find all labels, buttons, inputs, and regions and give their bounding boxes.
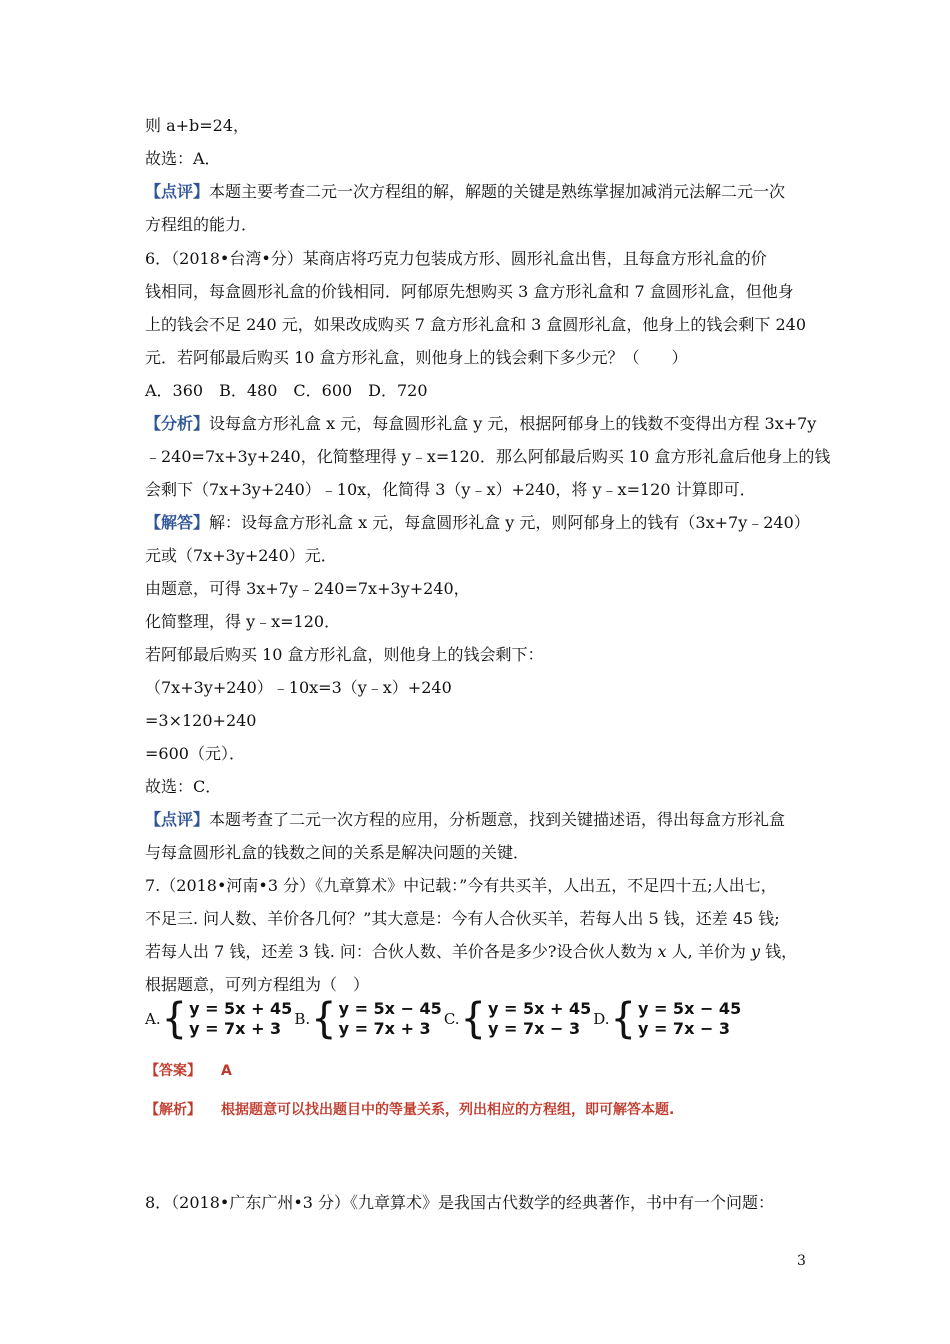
comment-tag: 【点评】 (145, 810, 210, 829)
choice-label: B. (294, 1010, 311, 1028)
text-line: 会剩下（7x+3y+240）﹣10x，化简得 3（y﹣x）+240，将 y﹣x=120 计算即可． (145, 480, 756, 499)
text-line (145, 512, 810, 534)
question-8-line: 8．（2018•广东广州•3 分）《九章算术》是我国古代数学的经典著作，书中有一个问题： (145, 1193, 775, 1212)
question-6-line: 6．（2018•台湾•分）某商店将巧克力包装成方形、圆形礼盒出售，且每盒方形礼盒的价 (145, 249, 767, 268)
analysis-text: 设每盒方形礼盒 x 元，每盒圆形礼盒 y 元，根据阿郁身上的钱数不变得出方程 3x+7y (209, 414, 817, 433)
comment-text: 本题考查了二元一次方程的应用，分析题意，找到关键描述语，得出每盒方形礼盒 (209, 810, 786, 829)
text-line: 由题意，可得 3x+7y﹣240=7x+3y+240， (145, 579, 470, 598)
equation-system (339, 999, 442, 1039)
equation: y = 7x + 3 (189, 1019, 282, 1038)
explanation-text: 根据题意可以找出题目中的等量关系，列出相应的方程组，即可解答本题. (221, 1102, 675, 1118)
choice-line: A．360 B．480 C．600 D．720 (145, 381, 428, 400)
answer-value: A (221, 1063, 232, 1079)
text-line: 元．若阿郁最后购买 10 盒方形礼盒，则他身上的钱会剩下多少元？（ ） (145, 348, 688, 367)
text-line: 与每盒圆形礼盒的钱数之间的关系是解决问题的关键． (145, 843, 530, 862)
analysis-tag: 【分析】 (145, 414, 210, 433)
equation: y = 7x − 3 (637, 1019, 731, 1038)
brace-symbol: { (610, 994, 636, 1044)
solution-tag: 【解答】 (145, 513, 210, 532)
text-segment: 若每人出 7 钱，还差 3 钱. 问：合伙人数、羊价各是多少?设合伙人数为 (145, 942, 658, 961)
choice-label: C. (443, 1010, 460, 1028)
text-line: 钱相同，每盒圆形礼盒的价钱相同．阿郁原先想购买 3 盒方形礼盒和 7 盒圆形礼盒，但他身 (145, 282, 794, 301)
question-7-line: 7.（2018•河南•3 分）《九章算术》中记载：”今有共买羊，人出五，不足四十五;人出七， (145, 876, 777, 895)
var-y: y (750, 942, 760, 961)
solution-text: 解：设每盒方形礼盒 x 元，每盒圆形礼盒 y 元，则阿郁身上的钱有（3x+7y﹣240） (209, 513, 810, 532)
text-line: 根据题意，可列方程组为（ ） (145, 975, 370, 994)
equation-system (488, 999, 591, 1039)
text-line: 上的钱会不足 240 元，如果改成购买 7 盒方形礼盒和 3 盒圆形礼盒，他身上的钱会剩下 240 (145, 315, 807, 334)
text-line (145, 809, 785, 831)
text-line: 元或（7x+3y+240）元． (145, 546, 337, 565)
text-line: 若阿郁最后购买 10 盒方形礼盒，则他身上的钱会剩下： (145, 645, 544, 664)
text-line: ﹣240=7x+3y+240，化简整理得 y﹣x=120．那么阿郁最后购买 10 盒方形礼盒后他身上的钱 (145, 447, 831, 466)
text-segment: 钱， (759, 942, 798, 961)
text-line: 则 a+b=24， (145, 116, 250, 135)
choice-d (593, 994, 743, 1044)
text-line (145, 181, 785, 203)
equation: y = 5x − 45 (637, 999, 742, 1018)
choice-b (294, 994, 444, 1044)
brace-symbol: { (460, 994, 486, 1044)
text-line: 不足三. 问人数、羊价各几何？”其大意是：今有人合伙买羊，若每人出 5 钱，还差 45 钱; (145, 909, 780, 928)
choice-c (443, 994, 593, 1044)
text-segment: 人, 羊价为 (666, 942, 751, 961)
text-line: 方程组的能力． (145, 215, 258, 234)
equation-choices (145, 996, 743, 1042)
explanation-line (145, 1099, 674, 1119)
choice-label: A. (145, 1010, 161, 1028)
answer-tag: 【答案】 (145, 1063, 201, 1079)
page-number: 3 (797, 1253, 806, 1269)
comment-tag: 【点评】 (145, 182, 210, 201)
choice-a (145, 994, 294, 1044)
var-x: x (657, 942, 667, 961)
comment-text: 本题主要考查二元一次方程组的解，解题的关键是熟练掌握加减消元法解二元一次 (209, 182, 786, 201)
text-line (145, 413, 816, 435)
answer-line (145, 1060, 232, 1080)
equation: y = 5x + 45 (189, 999, 293, 1018)
choice-label: D. (593, 1010, 610, 1028)
equation: y = 7x − 3 (487, 1019, 581, 1038)
text-line (145, 941, 797, 963)
equation: y = 7x + 3 (338, 1019, 431, 1038)
explanation-tag: 【解析】 (145, 1102, 201, 1118)
text-line: =3×120+240 (145, 711, 257, 730)
brace-symbol: { (161, 994, 188, 1044)
text-line: 故选：A． (145, 149, 221, 168)
text-line: =600（元）． (145, 744, 245, 763)
text-line: （7x+3y+240）﹣10x=3（y﹣x）+240 (145, 678, 452, 697)
equation: y = 5x + 45 (487, 999, 592, 1018)
equation-system (638, 999, 741, 1039)
text-line: 故选：C． (145, 777, 222, 796)
equation-system (189, 999, 292, 1039)
equation: y = 5x − 45 (338, 999, 442, 1018)
text-line: 化简整理，得 y﹣x=120． (145, 612, 341, 631)
brace-symbol: { (311, 994, 337, 1044)
